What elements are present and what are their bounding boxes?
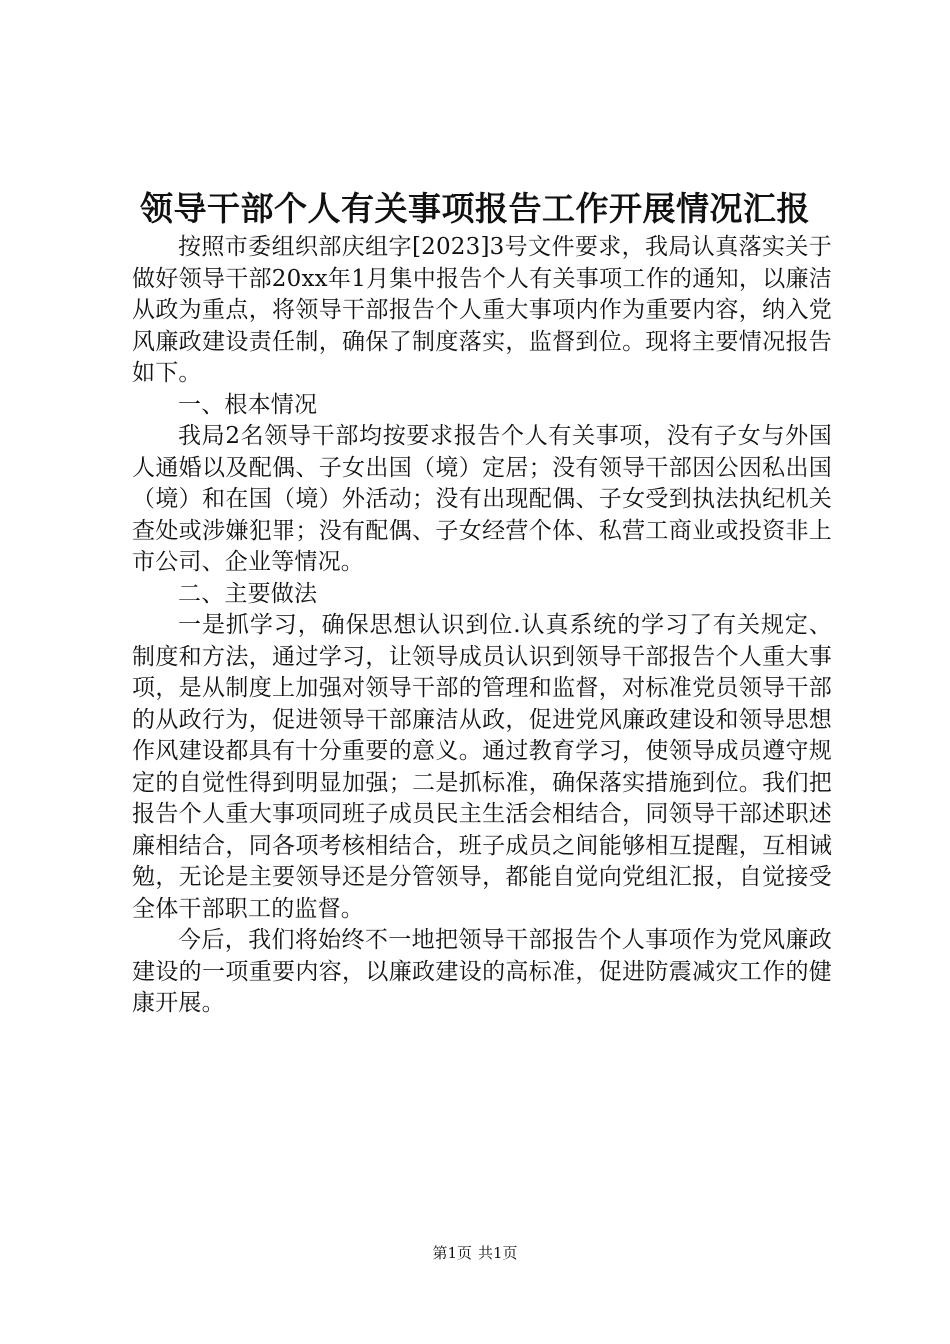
paragraph-conclusion: 今后，我们将始终不一地把领导干部报告个人事项作为党风廉政建设的一项重要内容，以廉政建设的高标准，促进防震减灾工作的健康开展。 [132,927,832,1016]
heading-basic-situation: 一、根本情况 [178,391,318,418]
heading-main-practices: 二、主要做法 [178,580,318,607]
page-number: 第1页 [432,1244,472,1262]
paragraph-main-practices: 一是抓学习，确保思想认识到位.认真系统的学习了有关规定、制度和方法，通过学习，让领导成员认识到领导干部报告个人重大事项，是从制度上加强对领导干部的管理和监督，对标准党员领导干部的从政行为，促进领导干部廉洁从政，促进党风廉政建设和领导思想作风建设都具有十分重要的意义。通过教育学习，使领导成员遵守规定的自觉性得到明显加强；二是抓标准，确保落实措施到位。我们把报告个人重大事项同班子成员民主生活会相结合，同领导干部述职述廉相结合，同各项考核相结合，班子成员之间能够相互提醒，互相诫勉，无论是主要领导还是分管领导，都能自觉向党组汇报，自觉接受全体干部职工的监督。 [132,612,832,922]
document-body [132,232,832,1020]
paragraph-intro: 按照市委组织部庆组字[2023]3号文件要求，我局认真落实关于做好领导干部20xx年1月集中报告个人有关事项工作的通知，以廉洁从政为重点，将领导干部报告个人重大事项内作为重要内容，纳入党风廉政建设责任制，确保了制度落实，监督到位。现将主要情况报告如下。 [132,234,832,386]
page-footer [0,1243,950,1263]
page-total: 共1页 [478,1244,518,1262]
paragraph-basic-situation: 我局2名领导干部均按要求报告个人有关事项，没有子女与外国人通婚以及配偶、子女出国（境）定居；没有领导干部因公因私出国（境）和在国（境）外活动；没有出现配偶、子女受到执法执纪机关查处或涉嫌犯罪；没有配偶、子女经营个体、私营工商业或投资非上市公司、企业等情况。 [132,423,832,575]
document-title: 领导干部个人有关事项报告工作开展情况汇报 [140,189,810,228]
